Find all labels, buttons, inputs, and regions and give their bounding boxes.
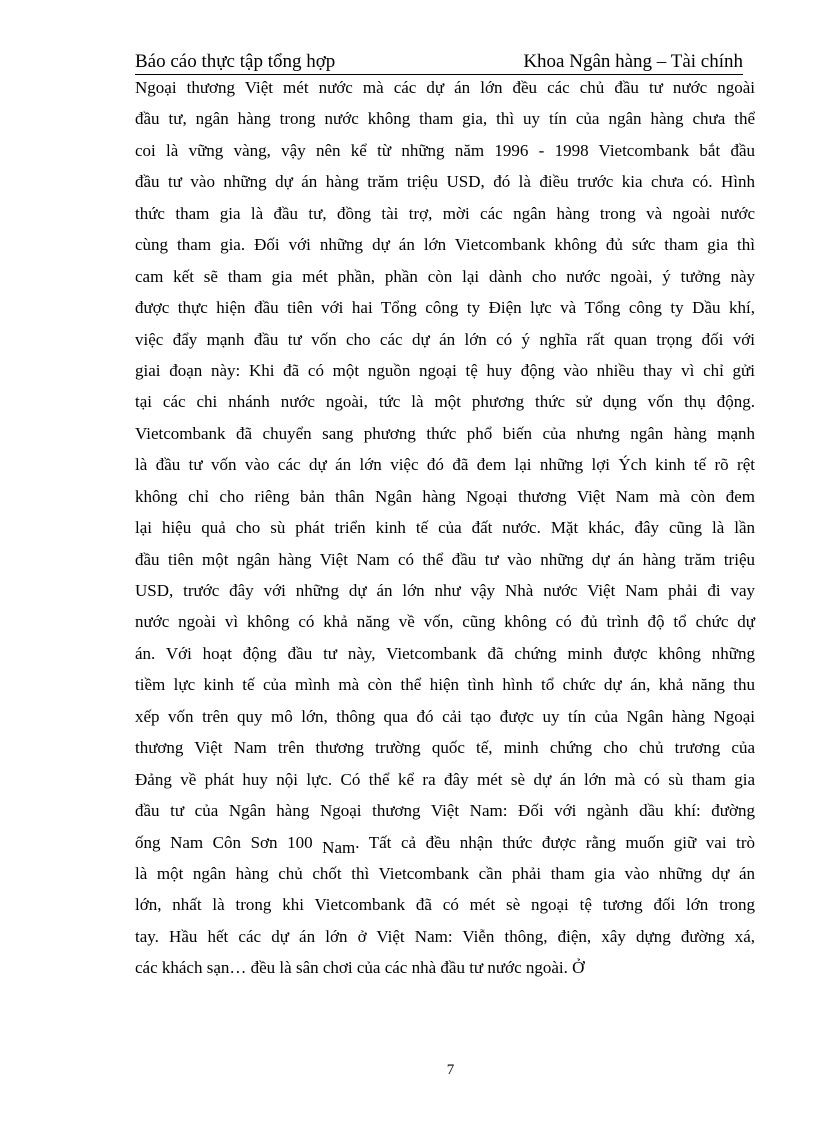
text-line: không chỉ cho riêng bản thân Ngân hàng Ngoại thương Việt Nam mà còn đem: [135, 486, 755, 506]
text-line: thương Việt Nam trên thương trường quốc tế, minh chứng cho chủ trương của: [135, 738, 755, 758]
text-line: các khách sạn… đều là sân chơi của các nhà đầu tư nước ngoài. Ở: [135, 958, 585, 978]
text-line: lớn, nhất là trong khi Vietcombank đã có mét sè ngoại tệ tương đối lớn trong: [135, 895, 755, 915]
text-line: lại hiệu quả cho sù phát triển kinh tế của đất nước. Mặt khác, đây cũng là lần: [135, 518, 755, 538]
text-line: tại các chi nhánh nước ngoài, tức là một phương thức sử dụng vốn thụ động.: [135, 392, 755, 412]
text-line-with-subscript: [135, 827, 755, 858]
text-line: coi là vững vàng, vậy nên kể từ những năm 1996 - 1998 Vietcombank bắt đầu: [135, 140, 755, 160]
page-number: 7: [446, 1062, 455, 1078]
text-line: cam kết sẽ tham gia mét phần, phần còn lại dành cho nước ngoài, ý tưởng này: [135, 266, 755, 286]
text-line: là một ngân hàng chủ chốt thì Vietcombank cần phải tham gia vào những dự án: [135, 863, 755, 883]
text-line: đầu tiên một ngân hàng Việt Nam có thể đầu tư vào những dự án hàng trăm triệu: [135, 549, 755, 569]
text-line: nước ngoài vì không có khả năng về vốn, cũng không có đủ trình độ tổ chức dự: [135, 612, 755, 632]
text-line: án. Với hoạt động đầu tư này, Vietcombank đã chứng minh được không những: [135, 643, 755, 663]
text-line: đầu tư của Ngân hàng Ngoại thương Việt Nam: Đối với ngành dầu khí: đường: [135, 801, 755, 821]
text-line: xếp vốn trên quy mô lớn, thông qua đó cải tạo được uy tín của Ngân hàng Ngoại: [135, 706, 755, 726]
text-line: việc đẩy mạnh đầu tư vốn cho các dự án lớn có ý nghĩa rất quan trọng đối với: [135, 329, 755, 349]
text-line: được thực hiện đầu tiên với hai Tổng công ty Điện lực và Tổng công ty Dầu khí,: [135, 298, 755, 318]
text-line: thức tham gia là đầu tư, đồng tài trợ, mời các ngân hàng trong và ngoài nước: [135, 203, 755, 223]
body-paragraph: [135, 72, 755, 984]
header-faculty-name: Khoa Ngân hàng – Tài chính: [523, 51, 743, 72]
shifted-word: Nam: [322, 837, 356, 857]
line-segment: . Tất cả đều nhận thức được rằng muốn giữ vai trò: [355, 832, 755, 852]
text-line: đầu tư vào những dự án hàng trăm triệu USD, đó là điều trước kia chưa có. Hình: [135, 172, 755, 192]
text-line: tiềm lực kinh tế của mình mà còn thể hiện tình hình tổ chức dự án, khả năng thu: [135, 675, 755, 695]
text-line: Đảng về phát huy nội lực. Có thể kể ra đây mét sè dự án lớn mà có sù tham gia: [135, 769, 755, 789]
header-report-title: Báo cáo thực tập tổng hợp: [135, 51, 336, 72]
text-line: giai đoạn này: Khi đã có một nguồn ngoại tệ huy động vào nhiều thay vì chỉ gửi: [135, 360, 755, 380]
text-line: Vietcombank đã chuyển sang phương thức phổ biến của nhưng ngân hàng mạnh: [135, 423, 755, 443]
text-line: Ngoại thương Việt mét nước mà các dự án lớn đều các chủ đầu tư nước ngoài: [135, 78, 755, 97]
text-line: tay. Hầu hết các dự án lớn ở Việt Nam: Viễn thông, điện, xây dựng đường xá,: [135, 926, 755, 946]
line-segment: ống Nam Côn Sơn 100: [135, 832, 323, 852]
text-line: cùng tham gia. Đối với những dự án lớn Vietcombank không đủ sức tham gia thì: [135, 235, 755, 255]
text-line: đầu tư, ngân hàng trong nước không tham gia, thì uy tín của ngân hàng chưa thể: [135, 109, 755, 129]
text-line: là đầu tư vốn vào các dự án lớn việc đó đã đem lại những lợi Ých kinh tế rõ rệt: [135, 455, 755, 475]
text-line: USD, trước đây với những dự án lớn như vậy Nhà nước Việt Nam phải đi vay: [135, 581, 755, 600]
